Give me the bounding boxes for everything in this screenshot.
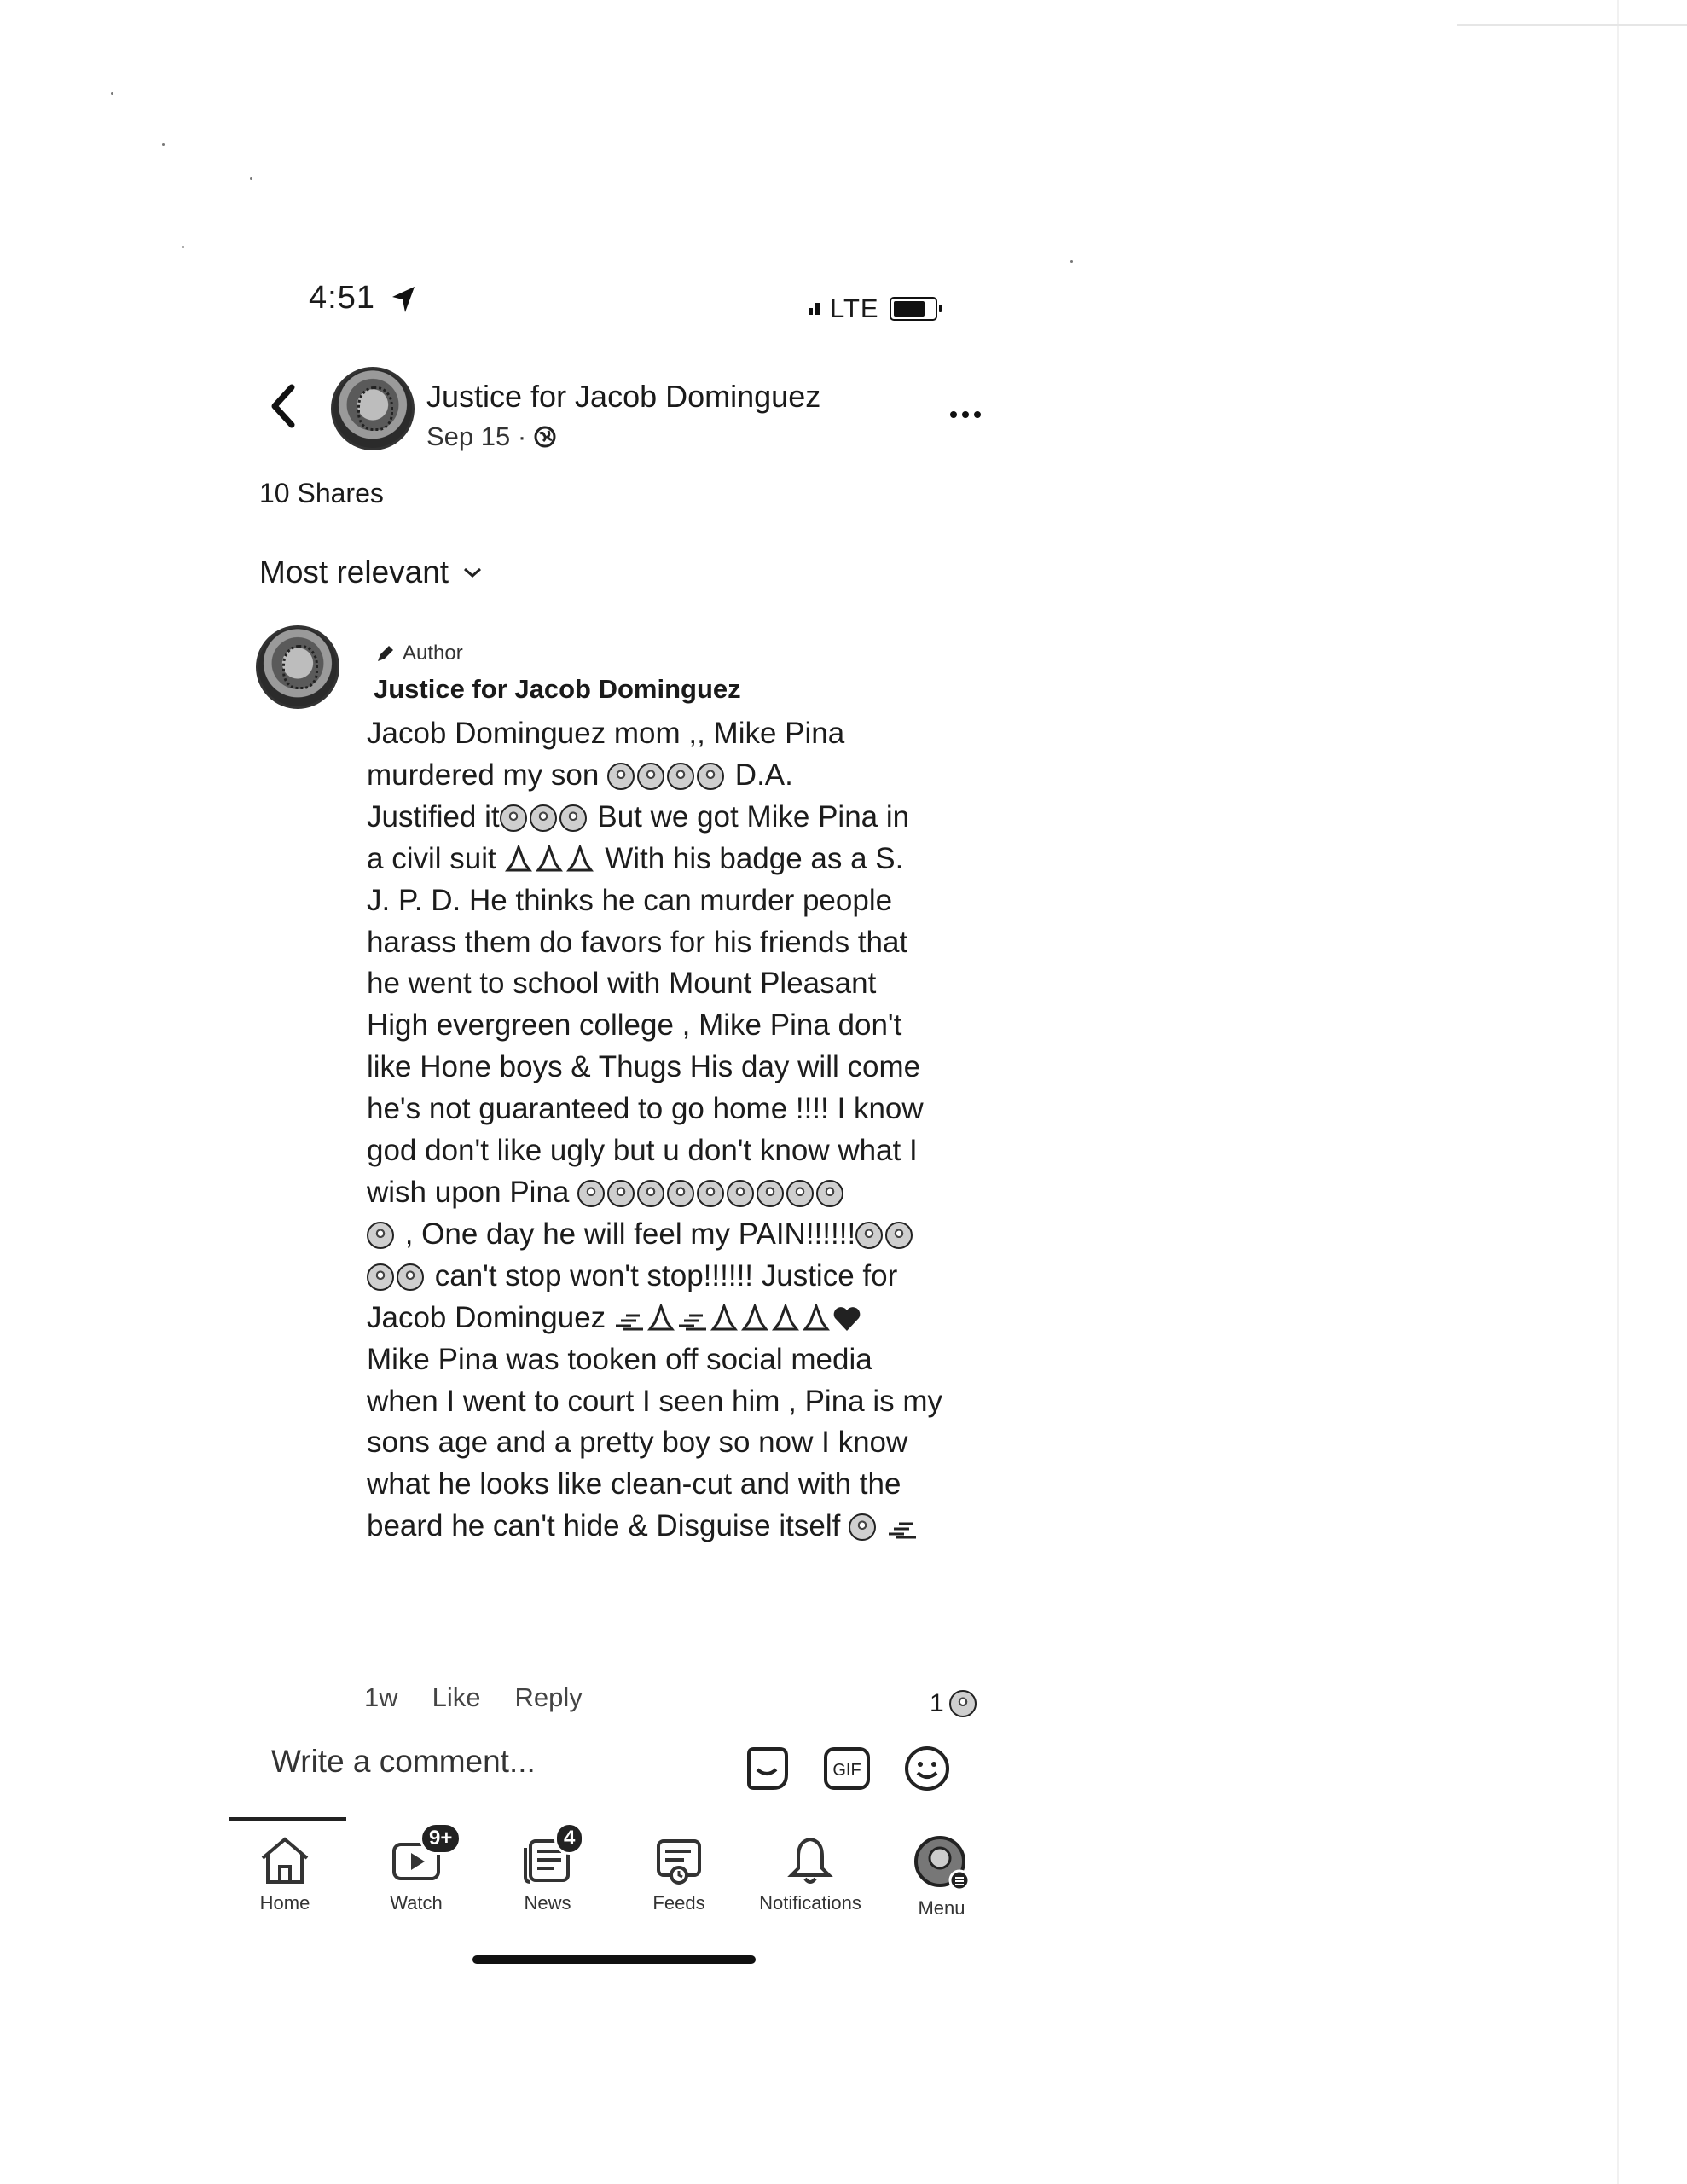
praying-hands-icon — [771, 1304, 800, 1333]
nav-menu[interactable] — [882, 1834, 1001, 1920]
comment-input[interactable]: Write a comment... — [271, 1744, 536, 1779]
scan-speck — [111, 92, 113, 95]
network-type: LTE — [830, 293, 879, 323]
praying-hands-icon — [535, 845, 564, 874]
nav-notifications[interactable] — [751, 1834, 870, 1914]
author-badge-label: Author — [403, 642, 463, 665]
gif-icon[interactable] — [822, 1744, 872, 1793]
news-badge: 4 — [554, 1822, 584, 1855]
post-meta — [426, 421, 557, 452]
reaction-count[interactable] — [930, 1689, 979, 1718]
comment-line: he's not guaranteed to go home !!!! I know — [367, 1092, 924, 1126]
comment-line: beard he can't hide & Disguise itself — [367, 1506, 974, 1548]
scan-edge-top — [1457, 24, 1687, 26]
comment-line: a civil suit With his badge as a S. — [367, 841, 904, 875]
angry-face-icon — [559, 804, 587, 832]
angry-face-icon — [607, 1180, 635, 1207]
angry-face-icon — [397, 1263, 424, 1291]
comment-line: High evergreen college , Mike Pina don't — [367, 1008, 902, 1043]
nav-label-menu: Menu — [918, 1897, 965, 1919]
comment-line: Jacob Dominguez mom ,, Mike Pina — [367, 717, 845, 750]
angry-reaction-icon — [949, 1690, 977, 1717]
nav-label-home: Home — [259, 1892, 310, 1914]
nav-label-news: News — [524, 1892, 571, 1914]
nav-label-watch: Watch — [390, 1892, 443, 1914]
more-options-icon[interactable] — [950, 411, 981, 418]
back-arrow-icon[interactable] — [266, 380, 300, 432]
bell-icon — [783, 1834, 838, 1887]
angry-face-icon — [667, 1180, 694, 1207]
comment-avatar[interactable] — [256, 625, 339, 709]
praying-hands-icon — [740, 1304, 769, 1333]
scan-edge — [1617, 0, 1619, 2184]
feeds-icon — [652, 1834, 706, 1887]
comment-line: god don't like ugly but u don't know what I — [367, 1134, 918, 1168]
scan-speck — [162, 143, 165, 146]
sort-label: Most relevant — [259, 555, 449, 590]
signal-icon — [809, 303, 820, 315]
home-icon — [258, 1834, 312, 1887]
sticker-icon[interactable] — [742, 1744, 791, 1793]
comment-time: 1w — [364, 1682, 398, 1712]
nav-home[interactable] — [225, 1834, 345, 1914]
angry-face-icon — [500, 804, 527, 832]
praying-hands-icon — [504, 845, 533, 874]
watch-badge: 9+ — [420, 1822, 461, 1855]
angry-face-icon — [855, 1222, 883, 1249]
hand-point-icon — [677, 1307, 708, 1333]
comment-line: can't stop won't stop!!!!!! Justice for — [367, 1256, 974, 1298]
globe-icon — [533, 425, 557, 449]
hand-point-icon — [887, 1515, 918, 1541]
nav-label-feeds: Feeds — [652, 1892, 705, 1914]
comment-line: Mike Pina was tooken off social media — [367, 1342, 872, 1376]
comment-line: when I went to court I seen him , Pina is my — [367, 1384, 943, 1418]
angry-face-icon — [367, 1222, 394, 1249]
comment-line: what he looks like clean-cut and with the — [367, 1467, 901, 1502]
angry-face-icon — [885, 1222, 913, 1249]
angry-face-icon — [786, 1180, 814, 1207]
pen-icon — [375, 643, 396, 664]
chevron-down-icon — [462, 566, 483, 579]
author-badge — [375, 642, 463, 665]
svg-text:GIF: GIF — [832, 1761, 861, 1780]
angry-face-icon — [577, 1180, 605, 1207]
post-date: Sep 15 · — [426, 421, 527, 451]
nav-news[interactable] — [488, 1827, 607, 1914]
angry-face-icon — [849, 1513, 876, 1541]
comment-author[interactable]: Justice for Jacob Dominguez — [374, 674, 741, 704]
shares-count[interactable]: 10 Shares — [259, 478, 384, 508]
battery-icon — [890, 297, 937, 321]
page-name[interactable]: Justice for Jacob Dominguez — [426, 379, 821, 414]
angry-face-icon — [697, 1180, 724, 1207]
comment-line: sons age and a pretty boy so now I know — [367, 1426, 908, 1460]
praying-hands-icon — [646, 1304, 675, 1333]
angry-face-icon — [367, 1263, 394, 1291]
praying-hands-icon — [565, 845, 594, 874]
scan-speck — [1070, 260, 1073, 263]
comment-line: like Hone boys & Thugs His day will come — [367, 1050, 921, 1084]
emoji-icon[interactable] — [902, 1744, 952, 1793]
comment-line: harass them do favors for his friends that — [367, 925, 908, 959]
angry-face-icon — [727, 1180, 754, 1207]
angry-face-icon — [637, 763, 664, 790]
angry-face-icon — [757, 1180, 784, 1207]
angry-face-icon — [816, 1180, 844, 1207]
active-tab-indicator — [229, 1817, 346, 1821]
angry-face-icon — [607, 763, 635, 790]
nav-feeds[interactable] — [619, 1834, 739, 1914]
nav-label-notifications: Notifications — [759, 1892, 861, 1914]
comment-line: , One day he will feel my PAIN!!!!!! — [367, 1214, 974, 1256]
comment-line: he went to school with Mount Pleasant — [367, 967, 877, 1001]
reaction-count-value: 1 — [930, 1689, 944, 1717]
home-indicator[interactable] — [472, 1955, 756, 1964]
angry-face-icon — [530, 804, 557, 832]
scan-speck — [182, 246, 184, 248]
location-arrow-icon — [391, 285, 416, 314]
black-heart-icon — [832, 1305, 861, 1333]
praying-hands-icon — [802, 1304, 831, 1333]
praying-hands-icon — [710, 1304, 739, 1333]
angry-face-icon — [697, 763, 724, 790]
angry-face-icon — [637, 1180, 664, 1207]
comment-line: murdered my son D.A. — [367, 758, 793, 792]
comment-line: Justified it But we got Mike Pina in — [367, 799, 910, 834]
hand-point-icon — [614, 1307, 645, 1333]
scan-speck — [250, 177, 252, 180]
angry-face-icon — [667, 763, 694, 790]
comment-line: Jacob Dominguez — [367, 1298, 974, 1339]
menu-avatar-icon — [912, 1834, 971, 1892]
composer-tools — [742, 1744, 952, 1793]
comment-actions — [364, 1682, 583, 1713]
reply-button[interactable]: Reply — [514, 1682, 583, 1712]
nav-watch[interactable] — [357, 1827, 476, 1914]
comment-line: wish upon Pina — [367, 1172, 974, 1214]
page-avatar[interactable] — [331, 367, 415, 450]
like-button[interactable]: Like — [432, 1682, 481, 1712]
sort-dropdown[interactable] — [259, 555, 483, 590]
status-time: 4:51 — [309, 280, 375, 316]
comment-line: J. P. D. He thinks he can murder people — [367, 883, 893, 917]
comment-text — [367, 713, 974, 1548]
status-indicators — [809, 293, 937, 324]
